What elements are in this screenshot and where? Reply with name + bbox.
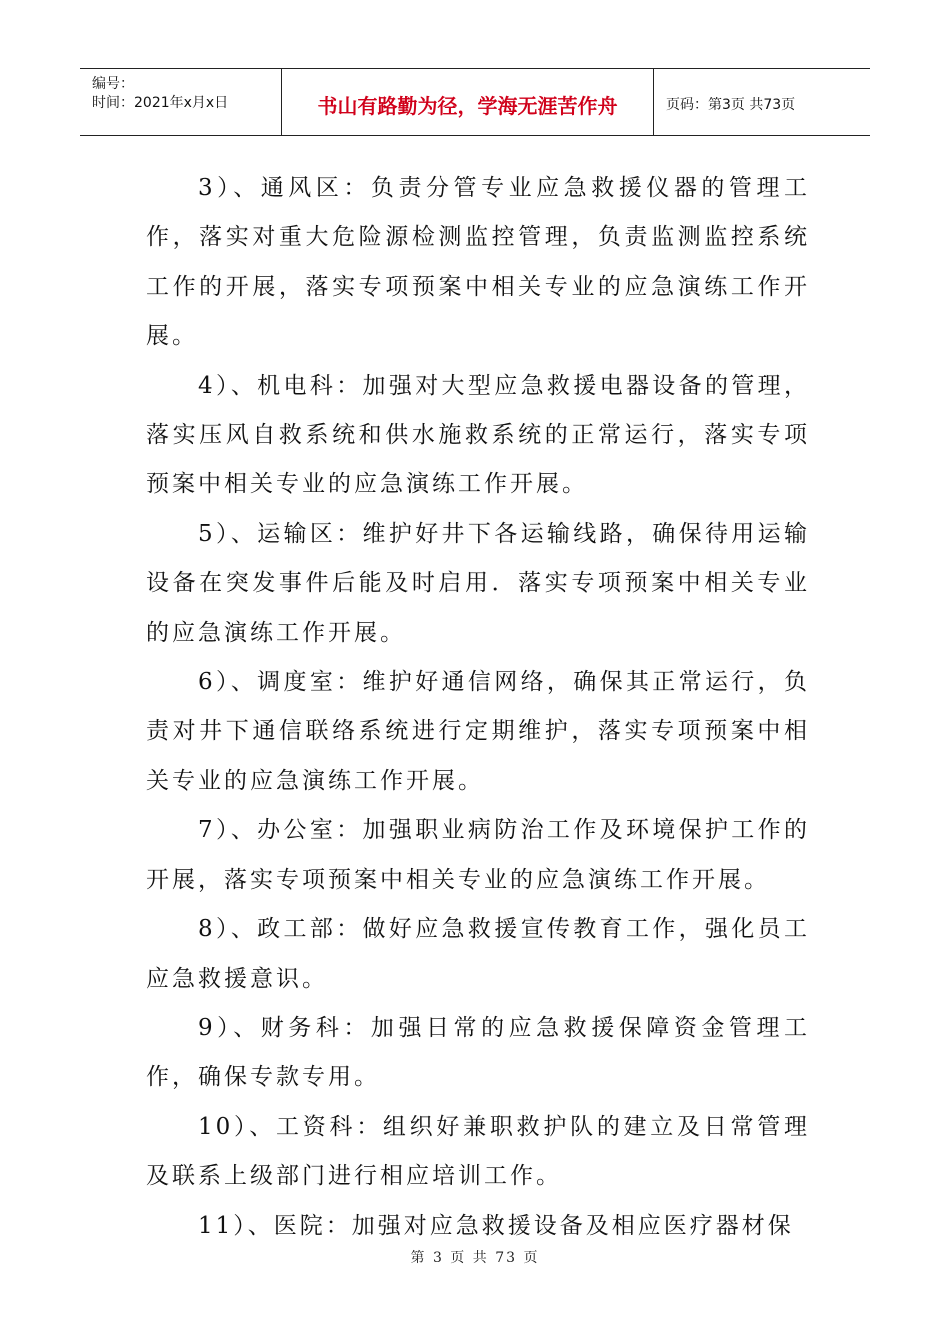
page-header — [80, 68, 870, 136]
header-page-info: 页码：第3页 共73页 — [666, 97, 796, 113]
document-date-label: 时间：2021年x月x日 — [92, 95, 229, 111]
paragraph: 9）、财务科：加强日常的应急救援保障资金管理工作，确保专款专用。 — [146, 1014, 810, 1091]
paragraph: 10）、工资科：组织好兼职救护队的建立及日常管理及联系上级部门进行相应培训工作。 — [146, 1113, 810, 1190]
header-motto: 书山有路勤为径，学海无涯苦作舟 — [282, 69, 654, 135]
document-body — [146, 164, 810, 1251]
paragraph: 8）、政工部：做好应急救援宣传教育工作，强化员工应急救援意识。 — [146, 916, 810, 992]
paragraph: 4）、机电科：加强对大型应急救援电器设备的管理，落实压风自救系统和供水施救系统的正常运行，落实专项预案中相关专业的应急演练工作开展。 — [146, 372, 810, 498]
header-meta — [80, 69, 282, 135]
paragraph: 11）、医院：加强对应急救援设备及相应医疗器材保 — [198, 1212, 794, 1239]
document-number-label: 编号： — [92, 76, 134, 92]
paragraph: 6）、调度室：维护好通信网络，确保其正常运行，负责对井下通信联络系统进行定期维护，落实专项预案中相关专业的应急演练工作开展。 — [146, 669, 810, 794]
paragraph: 5）、运输区：维护好井下各运输线路，确保待用运输设备在突发事件后能及时启用．落实专项预案中相关专业的应急演练工作开展。 — [146, 520, 810, 646]
paragraph: 3）、通风区：负责分管专业应急救援仪器的管理工作，落实对重大危险源检测监控管理，负责监测监控系统工作的开展，落实专项预案中相关专业的应急演练工作开展。 — [146, 175, 810, 350]
paragraph: 7）、办公室：加强职业病防治工作及环境保护工作的开展，落实专项预案中相关专业的应急演练工作开展。 — [146, 817, 810, 893]
page-footer: 第 3 页 共 73 页 — [410, 1250, 540, 1266]
